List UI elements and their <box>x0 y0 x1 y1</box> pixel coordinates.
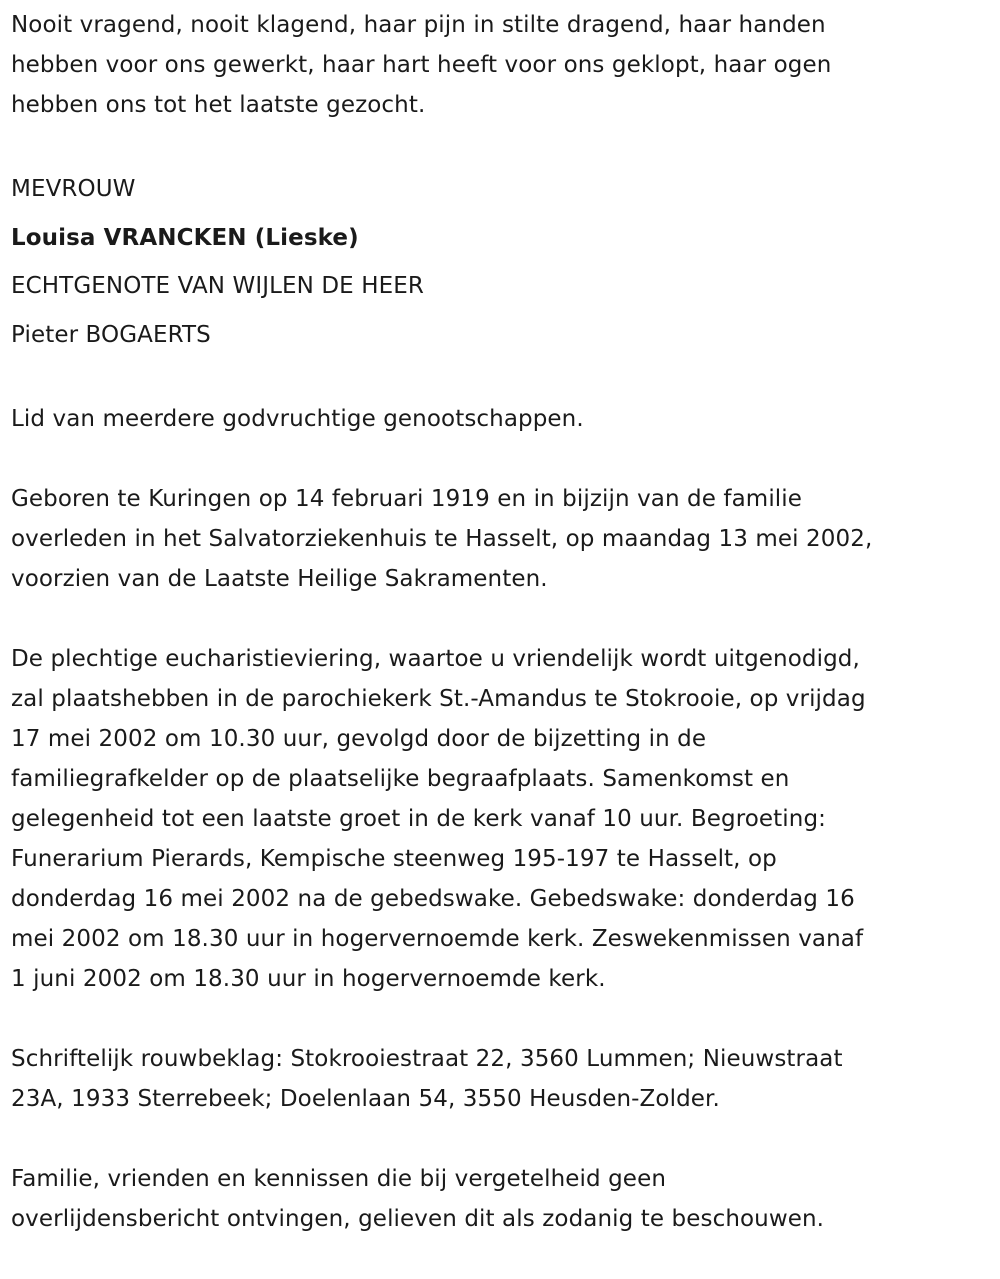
funeral-line: donderdag 16 mei 2002 na de gebedswake. Gebedswake: donderdag 16 <box>11 886 855 912</box>
condolences-line: 23A, 1933 Sterrebeek; Doelenlaan 54, 3550 Heusden-Zolder. <box>11 1086 720 1112</box>
membership-paragraph <box>11 399 993 439</box>
obituary-notice <box>11 5 993 1279</box>
deceased-heading <box>11 165 993 359</box>
funeral-line: familiegrafkelder op de plaatselijke begraafplaats. Samenkomst en <box>11 766 790 792</box>
funeral-line: Funerarium Pierards, Kempische steenweg 195-197 te Hasselt, op <box>11 846 777 872</box>
birth-death-line: overleden in het Salvatorziekenhuis te Hasselt, op maandag 13 mei 2002, <box>11 526 873 552</box>
verse-line: hebben ons tot het laatste gezocht. <box>11 92 426 118</box>
birth-death-line: Geboren te Kuringen op 14 februari 1919 en in bijzijn van de familie <box>11 486 803 512</box>
verse-line: Nooit vragend, nooit klagend, haar pijn in stilte dragend, haar handen <box>11 12 826 38</box>
honorific-title: MEVROUW <box>11 176 136 202</box>
membership-line: Lid van meerdere godvruchtige genootschappen. <box>11 406 584 432</box>
relation-text: ECHTGENOTE VAN WIJLEN DE HEER <box>11 273 424 299</box>
closing-line: Familie, vrienden en kennissen die bij vergetelheid geen <box>11 1166 666 1192</box>
condolences-line: Schriftelijk rouwbeklag: Stokrooiestraat 22, 3560 Lummen; Nieuwstraat <box>11 1046 843 1072</box>
funeral-line: mei 2002 om 18.30 uur in hogervernoemde kerk. Zeswekenmissen vanaf <box>11 926 864 952</box>
birth-death-paragraph <box>11 479 993 599</box>
closing-line: overlijdensbericht ontvingen, gelieven dit als zodanig te beschouwen. <box>11 1206 825 1232</box>
condolences-paragraph <box>11 1039 993 1119</box>
funeral-line: De plechtige eucharistieviering, waartoe u vriendelijk wordt uitgenodigd, <box>11 646 860 672</box>
funeral-line: 17 mei 2002 om 10.30 uur, gevolgd door de bijzetting in de <box>11 726 707 752</box>
funeral-line: zal plaatshebben in de parochiekerk St.-Amandus te Stokrooie, op vrijdag <box>11 686 866 712</box>
closing-paragraph <box>11 1159 993 1239</box>
deceased-name: Louisa VRANCKEN (Lieske) <box>11 224 359 251</box>
funeral-paragraph <box>11 639 993 999</box>
birth-death-line: voorzien van de Laatste Heilige Sakramenten. <box>11 566 548 592</box>
funeral-line: 1 juni 2002 om 18.30 uur in hogervernoemde kerk. <box>11 966 606 992</box>
verse-line: hebben voor ons gewerkt, haar hart heeft voor ons geklopt, haar ogen <box>11 52 832 78</box>
opening-verse <box>11 5 993 125</box>
spouse-name: Pieter BOGAERTS <box>11 321 211 348</box>
funeral-line: gelegenheid tot een laatste groet in de kerk vanaf 10 uur. Begroeting: <box>11 806 827 832</box>
